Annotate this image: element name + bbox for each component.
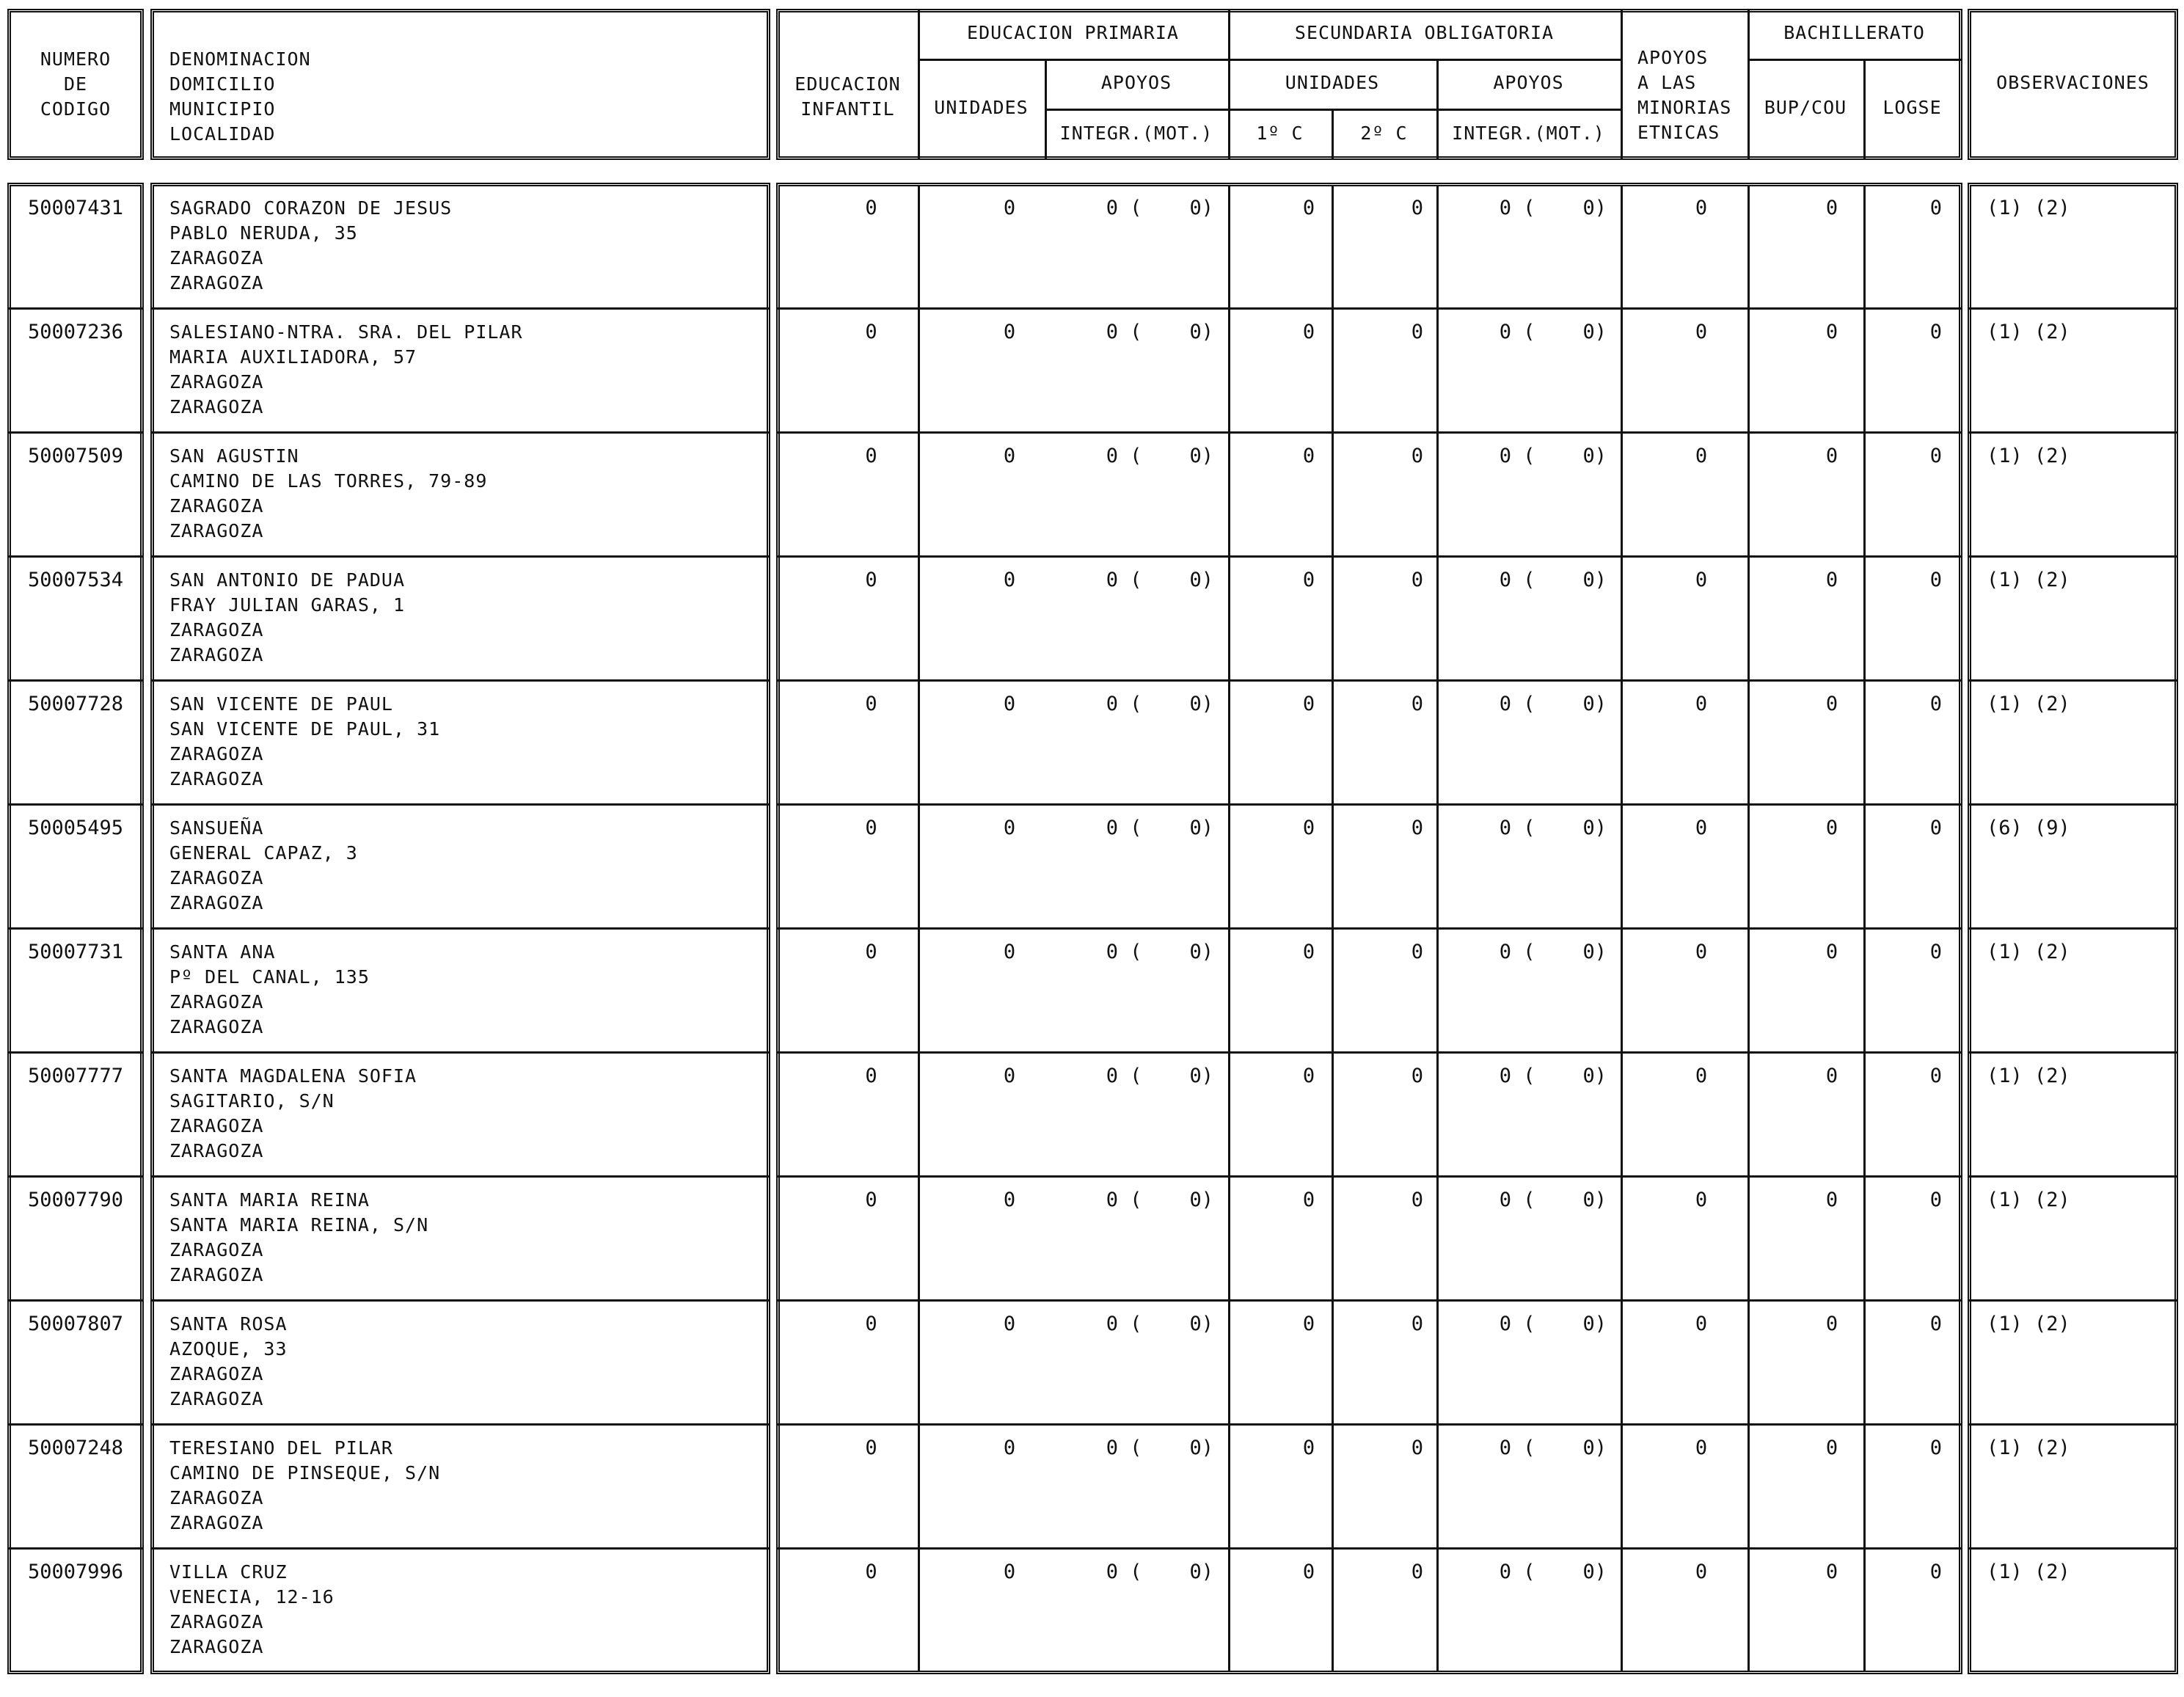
- municipio: ZARAGOZA: [169, 495, 264, 517]
- table-row: [0, 558, 2184, 682]
- municipio: ZARAGOZA: [169, 1611, 264, 1632]
- observaciones-value: (1) (2): [1987, 445, 2070, 467]
- table-row: [0, 434, 2184, 558]
- table-row: [0, 1054, 2184, 1178]
- localidad: ZARAGOZA: [169, 1140, 264, 1161]
- secundaria-apoyos-value: 0 ( 0): [1499, 693, 1607, 715]
- primaria-unidades-value: 0: [1003, 693, 1016, 715]
- bup-cou-value: 0: [1825, 445, 1838, 467]
- minorias-value: 0: [1695, 1065, 1708, 1087]
- bup-cou-value: 0: [1825, 569, 1838, 591]
- educacion-infantil-value: 0: [865, 1313, 877, 1335]
- primaria-apoyos-value: 0 ( 0): [1106, 1561, 1213, 1583]
- denominacion-domicilio: [169, 692, 440, 792]
- primaria-apoyos-value: 0 ( 0): [1106, 1437, 1213, 1459]
- secundaria-2c-value: 0: [1411, 1065, 1423, 1087]
- primaria-unidades-value: 0: [1003, 1065, 1016, 1087]
- denominacion: VILLA CRUZ: [169, 1561, 288, 1583]
- logse-value: 0: [1929, 445, 1942, 467]
- header-municipio: MUNICIPIO: [169, 98, 276, 120]
- table-row: [0, 186, 2184, 310]
- domicilio: CAMINO DE PINSEQUE, S/N: [169, 1462, 441, 1483]
- denominacion-domicilio: [169, 940, 370, 1040]
- header-a-las: A LAS: [1637, 72, 1697, 93]
- observaciones-value: (1) (2): [1987, 1561, 2070, 1583]
- localidad: ZARAGOZA: [169, 768, 264, 789]
- denominacion: SANTA ROSA: [169, 1313, 288, 1335]
- bup-cou-value: 0: [1825, 321, 1838, 343]
- minorias-value: 0: [1695, 569, 1708, 591]
- primaria-unidades-value: 0: [1003, 1313, 1016, 1335]
- denominacion: SANSUEÑA: [169, 817, 264, 839]
- bup-cou-value: 0: [1825, 1561, 1838, 1583]
- codigo: 50007728: [28, 693, 124, 715]
- bup-cou-value: 0: [1825, 1189, 1838, 1211]
- header-secundaria-unidades: UNIDADES: [1285, 72, 1380, 93]
- header-observaciones: OBSERVACIONES: [1996, 72, 2150, 93]
- secundaria-2c-value: 0: [1411, 569, 1423, 591]
- secundaria-apoyos-value: 0 ( 0): [1499, 569, 1607, 591]
- table-row: [0, 1178, 2184, 1302]
- primaria-unidades-value: 0: [1003, 1189, 1016, 1211]
- localidad: ZARAGOZA: [169, 1388, 264, 1409]
- educacion-infantil-value: 0: [865, 1561, 877, 1583]
- secundaria-apoyos-value: 0 ( 0): [1499, 445, 1607, 467]
- table-row: [0, 682, 2184, 806]
- domicilio: FRAY JULIAN GARAS, 1: [169, 594, 406, 616]
- secundaria-1c-value: 0: [1302, 1561, 1315, 1583]
- primaria-apoyos-value: 0 ( 0): [1106, 693, 1213, 715]
- secundaria-2c-value: 0: [1411, 445, 1423, 467]
- minorias-value: 0: [1695, 197, 1708, 219]
- observaciones-value: (1) (2): [1987, 321, 2070, 343]
- primaria-unidades-value: 0: [1003, 321, 1016, 343]
- primaria-apoyos-value: 0 ( 0): [1106, 321, 1213, 343]
- header-localidad: LOCALIDAD: [169, 123, 276, 145]
- domicilio: PABLO NERUDA, 35: [169, 222, 358, 244]
- secundaria-1c-value: 0: [1302, 941, 1315, 963]
- primaria-apoyos-value: 0 ( 0): [1106, 197, 1213, 219]
- logse-value: 0: [1929, 1313, 1942, 1335]
- observaciones-value: (1) (2): [1987, 1313, 2070, 1335]
- educacion-infantil-value: 0: [865, 321, 877, 343]
- primaria-unidades-value: 0: [1003, 569, 1016, 591]
- logse-value: 0: [1929, 197, 1942, 219]
- header-secundaria-apoyos: APOYOS: [1493, 72, 1564, 93]
- secundaria-2c-value: 0: [1411, 1437, 1423, 1459]
- denominacion: SALESIANO-NTRA. SRA. DEL PILAR: [169, 321, 523, 343]
- logse-value: 0: [1929, 1065, 1942, 1087]
- domicilio: Pº DEL CANAL, 135: [169, 966, 370, 988]
- table-row: [0, 1426, 2184, 1550]
- denominacion: SANTA MAGDALENA SOFIA: [169, 1065, 417, 1087]
- bup-cou-value: 0: [1825, 1437, 1838, 1459]
- secundaria-2c-value: 0: [1411, 321, 1423, 343]
- secundaria-apoyos-value: 0 ( 0): [1499, 321, 1607, 343]
- logse-value: 0: [1929, 1561, 1942, 1583]
- localidad: ZARAGOZA: [169, 396, 264, 417]
- secundaria-apoyos-value: 0 ( 0): [1499, 1065, 1607, 1087]
- codigo: 50007777: [28, 1065, 124, 1087]
- secundaria-1c-value: 0: [1302, 1065, 1315, 1087]
- codigo: 50005495: [28, 817, 124, 839]
- observaciones-value: (1) (2): [1987, 1189, 2070, 1211]
- minorias-value: 0: [1695, 817, 1708, 839]
- localidad: ZARAGOZA: [169, 1636, 264, 1657]
- domicilio: AZOQUE, 33: [169, 1338, 288, 1360]
- header-logse: LOGSE: [1882, 97, 1942, 118]
- observaciones-value: (1) (2): [1987, 197, 2070, 219]
- municipio: ZARAGOZA: [169, 1239, 264, 1260]
- primaria-apoyos-value: 0 ( 0): [1106, 817, 1213, 839]
- codigo: 50007534: [28, 569, 124, 591]
- logse-value: 0: [1929, 569, 1942, 591]
- header-denominacion: DENOMINACION: [169, 48, 311, 70]
- minorias-value: 0: [1695, 693, 1708, 715]
- minorias-value: 0: [1695, 321, 1708, 343]
- secundaria-2c-value: 0: [1411, 1189, 1423, 1211]
- secundaria-1c-value: 0: [1302, 1437, 1315, 1459]
- denominacion-domicilio: [169, 444, 487, 544]
- domicilio: SAN VICENTE DE PAUL, 31: [169, 718, 441, 740]
- secundaria-2c-value: 0: [1411, 693, 1423, 715]
- table-row: [0, 930, 2184, 1054]
- secundaria-1c-value: 0: [1302, 197, 1315, 219]
- logse-value: 0: [1929, 941, 1942, 963]
- municipio: ZARAGOZA: [169, 743, 264, 764]
- codigo: 50007236: [28, 321, 124, 343]
- denominacion: SANTA MARIA REINA: [169, 1189, 370, 1211]
- educacion-infantil-value: 0: [865, 569, 877, 591]
- minorias-value: 0: [1695, 1561, 1708, 1583]
- observaciones-value: (1) (2): [1987, 941, 2070, 963]
- primaria-apoyos-value: 0 ( 0): [1106, 445, 1213, 467]
- header-minorias: MINORIAS: [1637, 97, 1732, 118]
- municipio: ZARAGOZA: [169, 867, 264, 888]
- header-apoyos-a: APOYOS: [1637, 47, 1709, 68]
- secundaria-apoyos-value: 0 ( 0): [1499, 941, 1607, 963]
- localidad: ZARAGOZA: [169, 272, 264, 293]
- bup-cou-value: 0: [1825, 693, 1838, 715]
- codigo: 50007731: [28, 941, 124, 963]
- denominacion: SAGRADO CORAZON DE JESUS: [169, 197, 453, 219]
- bup-cou-value: 0: [1825, 941, 1838, 963]
- domicilio: CAMINO DE LAS TORRES, 79-89: [169, 470, 488, 492]
- primaria-unidades-value: 0: [1003, 941, 1016, 963]
- municipio: ZARAGOZA: [169, 991, 264, 1012]
- secundaria-1c-value: 0: [1302, 1189, 1315, 1211]
- secundaria-apoyos-value: 0 ( 0): [1499, 1189, 1607, 1211]
- localidad: ZARAGOZA: [169, 892, 264, 913]
- secundaria-1c-value: 0: [1302, 445, 1315, 467]
- primaria-unidades-value: 0: [1003, 817, 1016, 839]
- secundaria-1c-value: 0: [1302, 569, 1315, 591]
- municipio: ZARAGOZA: [169, 247, 264, 269]
- denominacion-domicilio: [169, 1188, 428, 1288]
- header-primer-ciclo: 1º C: [1256, 123, 1304, 144]
- denominacion-domicilio: [169, 816, 358, 916]
- primaria-unidades-value: 0: [1003, 445, 1016, 467]
- secundaria-2c-value: 0: [1411, 817, 1423, 839]
- table-row: [0, 310, 2184, 434]
- denominacion-domicilio: [169, 568, 405, 668]
- codigo: 50007509: [28, 445, 124, 467]
- minorias-value: 0: [1695, 445, 1708, 467]
- denominacion-domicilio: [169, 1436, 440, 1536]
- secundaria-1c-value: 0: [1302, 693, 1315, 715]
- secundaria-apoyos-value: 0 ( 0): [1499, 817, 1607, 839]
- educacion-infantil-value: 0: [865, 197, 877, 219]
- denominacion: SANTA ANA: [169, 941, 276, 963]
- logse-value: 0: [1929, 321, 1942, 343]
- codigo: 50007431: [28, 197, 124, 219]
- educacion-infantil-value: 0: [865, 941, 877, 963]
- educacion-infantil-value: 0: [865, 693, 877, 715]
- municipio: ZARAGOZA: [169, 1115, 264, 1136]
- logse-value: 0: [1929, 817, 1942, 839]
- localidad: ZARAGOZA: [169, 520, 264, 541]
- secundaria-2c-value: 0: [1411, 197, 1423, 219]
- denominacion: SAN AGUSTIN: [169, 445, 299, 467]
- denominacion-domicilio: [169, 320, 523, 420]
- domicilio: MARIA AUXILIADORA, 57: [169, 346, 417, 368]
- bup-cou-value: 0: [1825, 1313, 1838, 1335]
- primaria-apoyos-value: 0 ( 0): [1106, 1313, 1213, 1335]
- denominacion: SAN VICENTE DE PAUL: [169, 693, 393, 715]
- header-infantil: INFANTIL: [800, 98, 895, 120]
- denominacion: TERESIANO DEL PILAR: [169, 1437, 393, 1459]
- header-de: DE: [63, 73, 88, 95]
- bup-cou-value: 0: [1825, 817, 1838, 839]
- bup-cou-value: 0: [1825, 1065, 1838, 1087]
- localidad: ZARAGOZA: [169, 1264, 264, 1285]
- domicilio: SANTA MARIA REINA, S/N: [169, 1214, 429, 1236]
- denominacion: SAN ANTONIO DE PADUA: [169, 569, 406, 591]
- header-secundaria-obligatoria: SECUNDARIA OBLIGATORIA: [1294, 22, 1555, 43]
- header-primaria-unidades: UNIDADES: [934, 97, 1029, 118]
- observaciones-value: (1) (2): [1987, 569, 2070, 591]
- secundaria-2c-value: 0: [1411, 941, 1423, 963]
- codigo: 50007996: [28, 1561, 124, 1583]
- observaciones-value: (1) (2): [1987, 1437, 2070, 1459]
- educacion-infantil-value: 0: [865, 1065, 877, 1087]
- municipio: ZARAGOZA: [169, 371, 264, 393]
- primaria-unidades-value: 0: [1003, 1437, 1016, 1459]
- logse-value: 0: [1929, 1189, 1942, 1211]
- header-primaria-apoyos: APOYOS: [1100, 72, 1172, 93]
- secundaria-apoyos-value: 0 ( 0): [1499, 1313, 1607, 1335]
- primaria-unidades-value: 0: [1003, 1561, 1016, 1583]
- primaria-apoyos-value: 0 ( 0): [1106, 569, 1213, 591]
- secundaria-1c-value: 0: [1302, 817, 1315, 839]
- domicilio: VENECIA, 12-16: [169, 1586, 335, 1607]
- denominacion-domicilio: [169, 1064, 417, 1164]
- primaria-apoyos-value: 0 ( 0): [1106, 941, 1213, 963]
- secundaria-2c-value: 0: [1411, 1313, 1423, 1335]
- denominacion-domicilio: [169, 196, 452, 296]
- header-secundaria-integr: INTEGR.(MOT.): [1452, 123, 1605, 144]
- header-numero: NUMERO: [40, 48, 112, 70]
- header-bup-cou: BUP/COU: [1764, 97, 1847, 118]
- primaria-unidades-value: 0: [1003, 197, 1016, 219]
- header-educacion: EDUCACION: [795, 73, 901, 95]
- primaria-apoyos-value: 0 ( 0): [1106, 1065, 1213, 1087]
- observaciones-value: (1) (2): [1987, 693, 2070, 715]
- header-domicilio: DOMICILIO: [169, 73, 276, 95]
- header-segundo-ciclo: 2º C: [1360, 123, 1408, 144]
- header-etnicas: ETNICAS: [1637, 122, 1720, 143]
- header-educacion-primaria: EDUCACION PRIMARIA: [967, 22, 1179, 43]
- table-row: [0, 1302, 2184, 1426]
- secundaria-apoyos-value: 0 ( 0): [1499, 1437, 1607, 1459]
- denominacion-domicilio: [169, 1312, 288, 1412]
- denominacion-domicilio: [169, 1560, 335, 1660]
- municipio: ZARAGOZA: [169, 1363, 264, 1384]
- observaciones-value: (6) (9): [1987, 817, 2070, 839]
- bup-cou-value: 0: [1825, 197, 1838, 219]
- codigo: 50007248: [28, 1437, 124, 1459]
- secundaria-apoyos-value: 0 ( 0): [1499, 1561, 1607, 1583]
- secundaria-1c-value: 0: [1302, 1313, 1315, 1335]
- minorias-value: 0: [1695, 1313, 1708, 1335]
- observaciones-value: (1) (2): [1987, 1065, 2070, 1087]
- municipio: ZARAGOZA: [169, 619, 264, 641]
- header-bachillerato: BACHILLERATO: [1783, 22, 1925, 43]
- secundaria-1c-value: 0: [1302, 321, 1315, 343]
- domicilio: GENERAL CAPAZ, 3: [169, 842, 358, 864]
- logse-value: 0: [1929, 693, 1942, 715]
- secundaria-apoyos-value: 0 ( 0): [1499, 197, 1607, 219]
- localidad: ZARAGOZA: [169, 1512, 264, 1533]
- codigo: 50007790: [28, 1189, 124, 1211]
- table-row: [0, 806, 2184, 930]
- localidad: ZARAGOZA: [169, 644, 264, 665]
- codigo: 50007807: [28, 1313, 124, 1335]
- domicilio: SAGITARIO, S/N: [169, 1090, 335, 1112]
- educacion-infantil-value: 0: [865, 445, 877, 467]
- educacion-infantil-value: 0: [865, 817, 877, 839]
- educacion-infantil-value: 0: [865, 1189, 877, 1211]
- minorias-value: 0: [1695, 1189, 1708, 1211]
- primaria-apoyos-value: 0 ( 0): [1106, 1189, 1213, 1211]
- header-codigo: CODIGO: [40, 98, 112, 120]
- minorias-value: 0: [1695, 1437, 1708, 1459]
- educacion-infantil-value: 0: [865, 1437, 877, 1459]
- header-primaria-integr: INTEGR.(MOT.): [1059, 123, 1213, 144]
- logse-value: 0: [1929, 1437, 1942, 1459]
- municipio: ZARAGOZA: [169, 1487, 264, 1508]
- secundaria-2c-value: 0: [1411, 1561, 1423, 1583]
- localidad: ZARAGOZA: [169, 1016, 264, 1037]
- minorias-value: 0: [1695, 941, 1708, 963]
- table-row: [0, 1550, 2184, 1674]
